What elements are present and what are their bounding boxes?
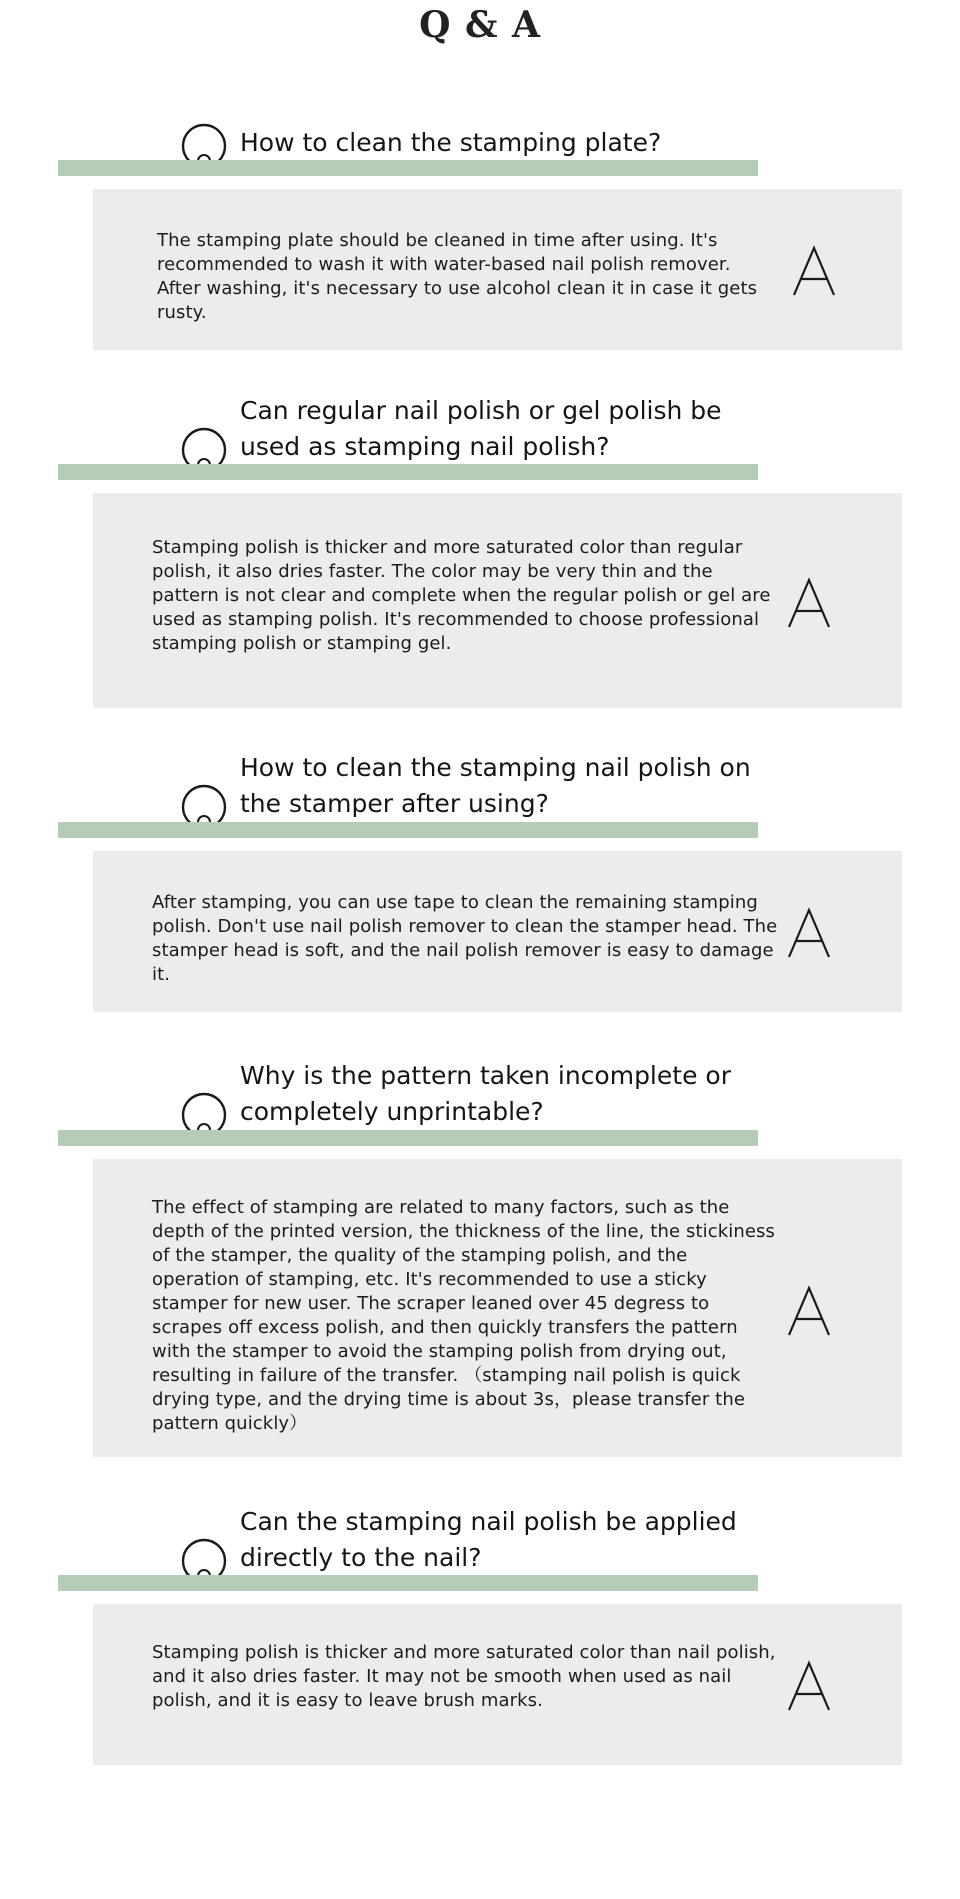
question-bar	[58, 1575, 758, 1591]
answer-text: Stamping polish is thicker and more saturated color than regular polish, it also dries faster. The color may be very thin and the pattern is not clear and complete when the regular polish or gel are used as stamping polish. It's recommended to choose professional stamping polish or stamping gel.	[152, 537, 771, 654]
question-text: Can the stamping nail polish be applied directly to the nail?	[240, 1507, 737, 1572]
question-text: Why is the pattern taken incomplete or completely unprintable?	[240, 1061, 731, 1126]
answer-text: The stamping plate should be cleaned in time after using. It's recommended to wash it with water-based nail polish remover. After washing, it's necessary to use alcohol clean it in case it gets rusty.	[157, 230, 758, 323]
answer-text: The effect of stamping are related to many factors, such as the depth of the printed version, the thickness of the line, the stickiness of the stamper, the quality of the stamping polish, and the operation of stamping, etc. It's recommended to use a sticky stamper for new user. The scraper leaned over 45 degress to scrapes off excess polish, and then quickly transfers the pattern with the stamper to avoid the stamping polish from drying out, resulting in failure of the transfer. （stamping nail polish is quick drying type, and the drying time is about 3s，please transfer the pattern quickly）	[152, 1197, 775, 1434]
answer-box	[93, 1604, 902, 1765]
answer-text: Stamping polish is thicker and more saturated color than nail polish, and it also dries faster. It may not be smooth when used as nail polish, and it is easy to leave brush marks.	[152, 1642, 776, 1711]
question-text: How to clean the stamping plate?	[240, 128, 662, 157]
page-title: Q & A	[419, 4, 541, 46]
question-text: Can regular nail polish or gel polish be used as stamping nail polish?	[240, 396, 722, 461]
letter-a-icon	[786, 1660, 832, 1712]
answer-text: After stamping, you can use tape to clean the remaining stamping polish. Don't use nail polish remover to clean the stamper head. The stamper head is soft, and the nail polish remover is easy to damage it.	[152, 892, 778, 985]
question-text: How to clean the stamping nail polish on the stamper after using?	[240, 753, 751, 818]
